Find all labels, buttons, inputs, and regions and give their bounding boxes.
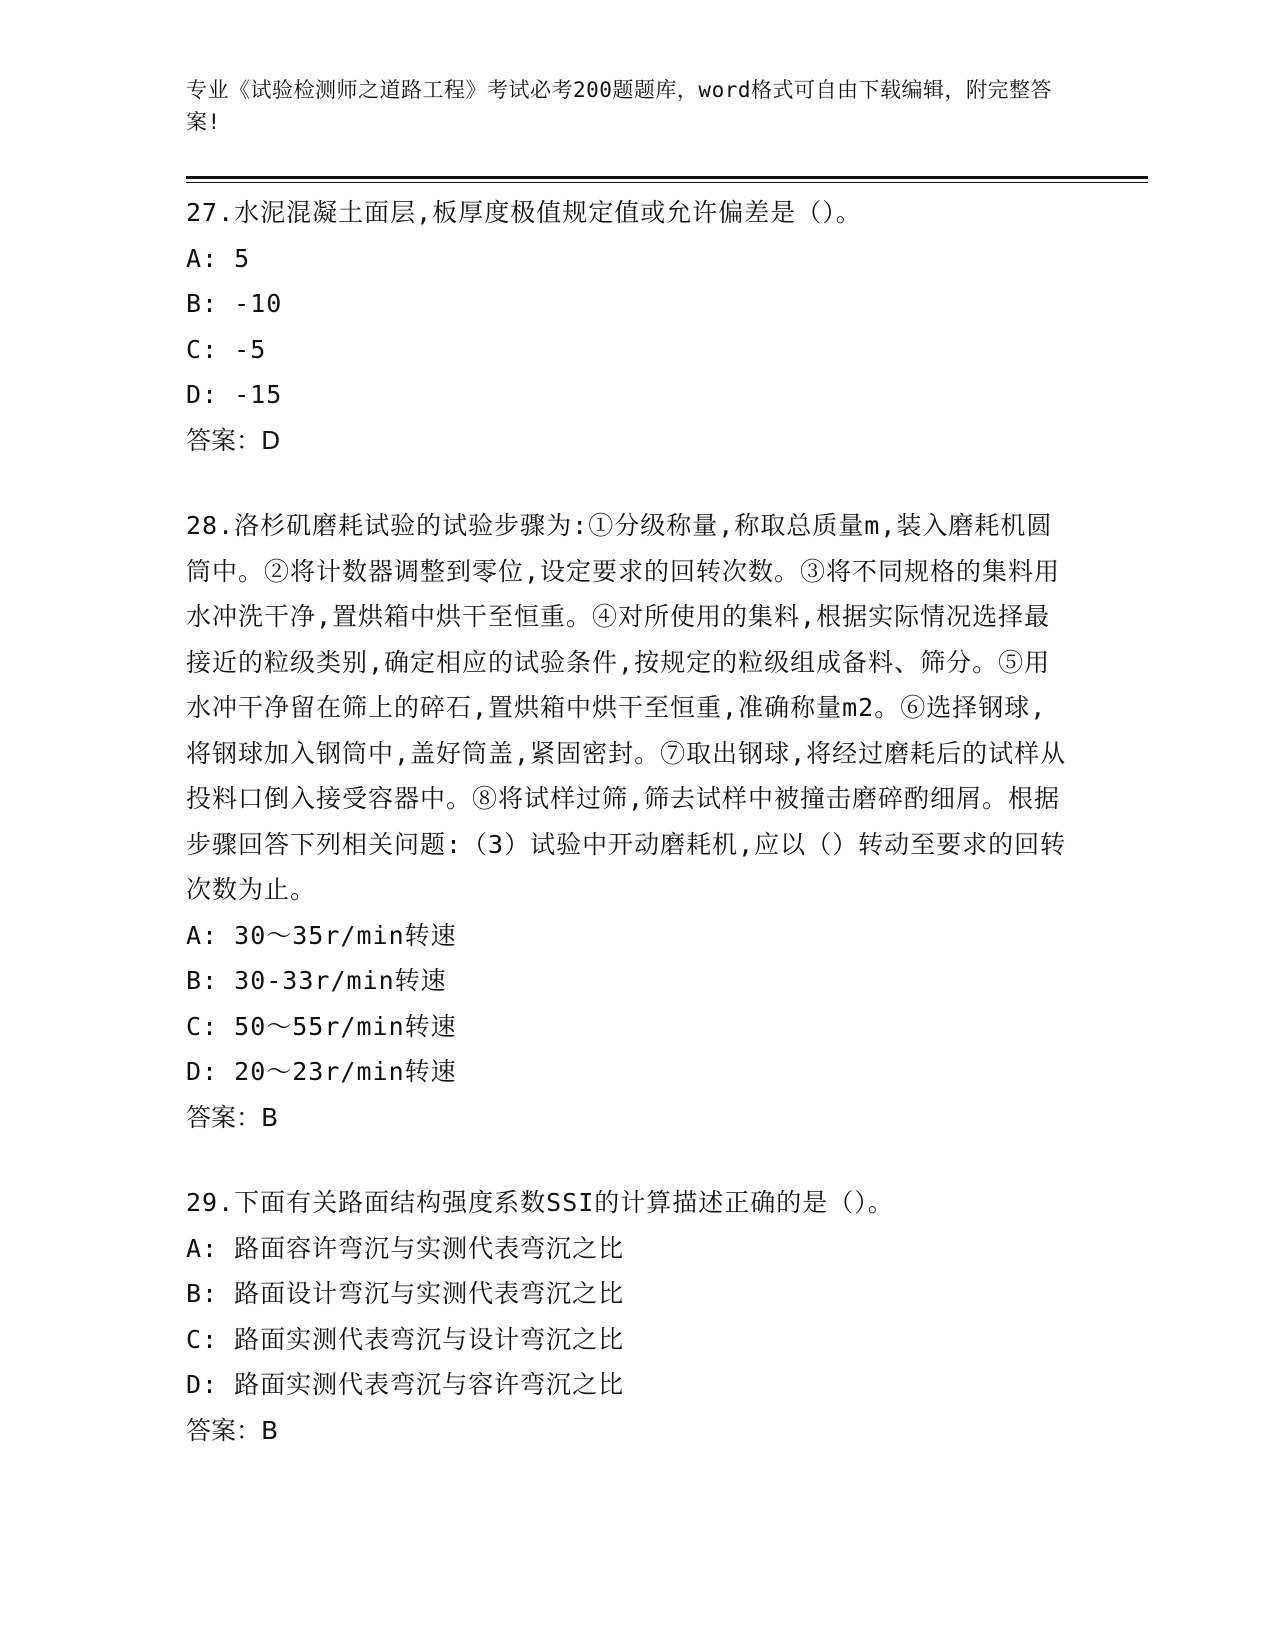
option-c: C: 路面实测代表弯沉与设计弯沉之比 <box>186 1324 625 1354</box>
answer-line: 答案：B <box>186 1102 279 1132</box>
option-a: A: 路面容许弯沉与实测代表弯沉之比 <box>186 1233 625 1263</box>
question-27 <box>186 190 1086 463</box>
header-rule-thin <box>186 182 1148 183</box>
option-b: B: 路面设计弯沉与实测代表弯沉之比 <box>186 1279 625 1308</box>
option-a: A: 5 <box>186 243 251 273</box>
option-d: D: 路面实测代表弯沉与容许弯沉之比 <box>186 1370 625 1399</box>
option-d: D: -15 <box>186 380 283 409</box>
question-28 <box>186 503 1086 1140</box>
question-stem: 27.水泥混凝土面层,板厚度极值规定值或允许偏差是（）。 <box>186 198 862 227</box>
option-b: B: 30-33r/min转速 <box>186 966 447 995</box>
option-a: A: 30～35r/min转速 <box>186 920 457 950</box>
answer-line: 答案：D <box>186 425 281 455</box>
question-stem: 29.下面有关路面结构强度系数SSI的计算描述正确的是（）。 <box>186 1188 894 1217</box>
question-29 <box>186 1180 1086 1453</box>
question-stem: 28.洛杉矶磨耗试验的试验步骤为:①分级称量,称取总质量m,装入磨耗机圆筒中。②将计数器调整到零位,设定要求的回转次数。③将不同规格的集料用水冲洗干净,置烘箱中烘干至恒重。④对所使用的集料,根据实际情况选择最接近的粒级类别,确定相应的试验条件,按规定的粒级组成备料、筛分。⑤用水冲干净留在筛上的碎石,置烘箱中烘干至恒重,准确称量m2。⑥选择钢球,将钢球加入钢筒中,盖好筒盖,紧固密封。⑦取出钢球,将经过磨耗后的试样从投料口倒入接受容器中。⑧将试样过筛,筛去试样中被撞击磨碎酌细屑。根据步骤回答下列相关问题:（3）试验中开动磨耗机,应以（）转动至要求的回转次数为止。 <box>186 511 1067 904</box>
option-b: B: -10 <box>186 289 283 318</box>
question-list <box>186 190 1086 1493</box>
document-header: 专业《试验检测师之道路工程》考试必考200题题库，word格式可自由下载编辑，附完整答案! <box>186 78 1052 134</box>
answer-line: 答案：B <box>186 1415 279 1445</box>
option-d: D: 20～23r/min转速 <box>186 1057 457 1086</box>
option-c: C: 50～55r/min转速 <box>186 1011 457 1041</box>
header-rule-thick <box>186 176 1148 179</box>
option-c: C: -5 <box>186 334 267 364</box>
